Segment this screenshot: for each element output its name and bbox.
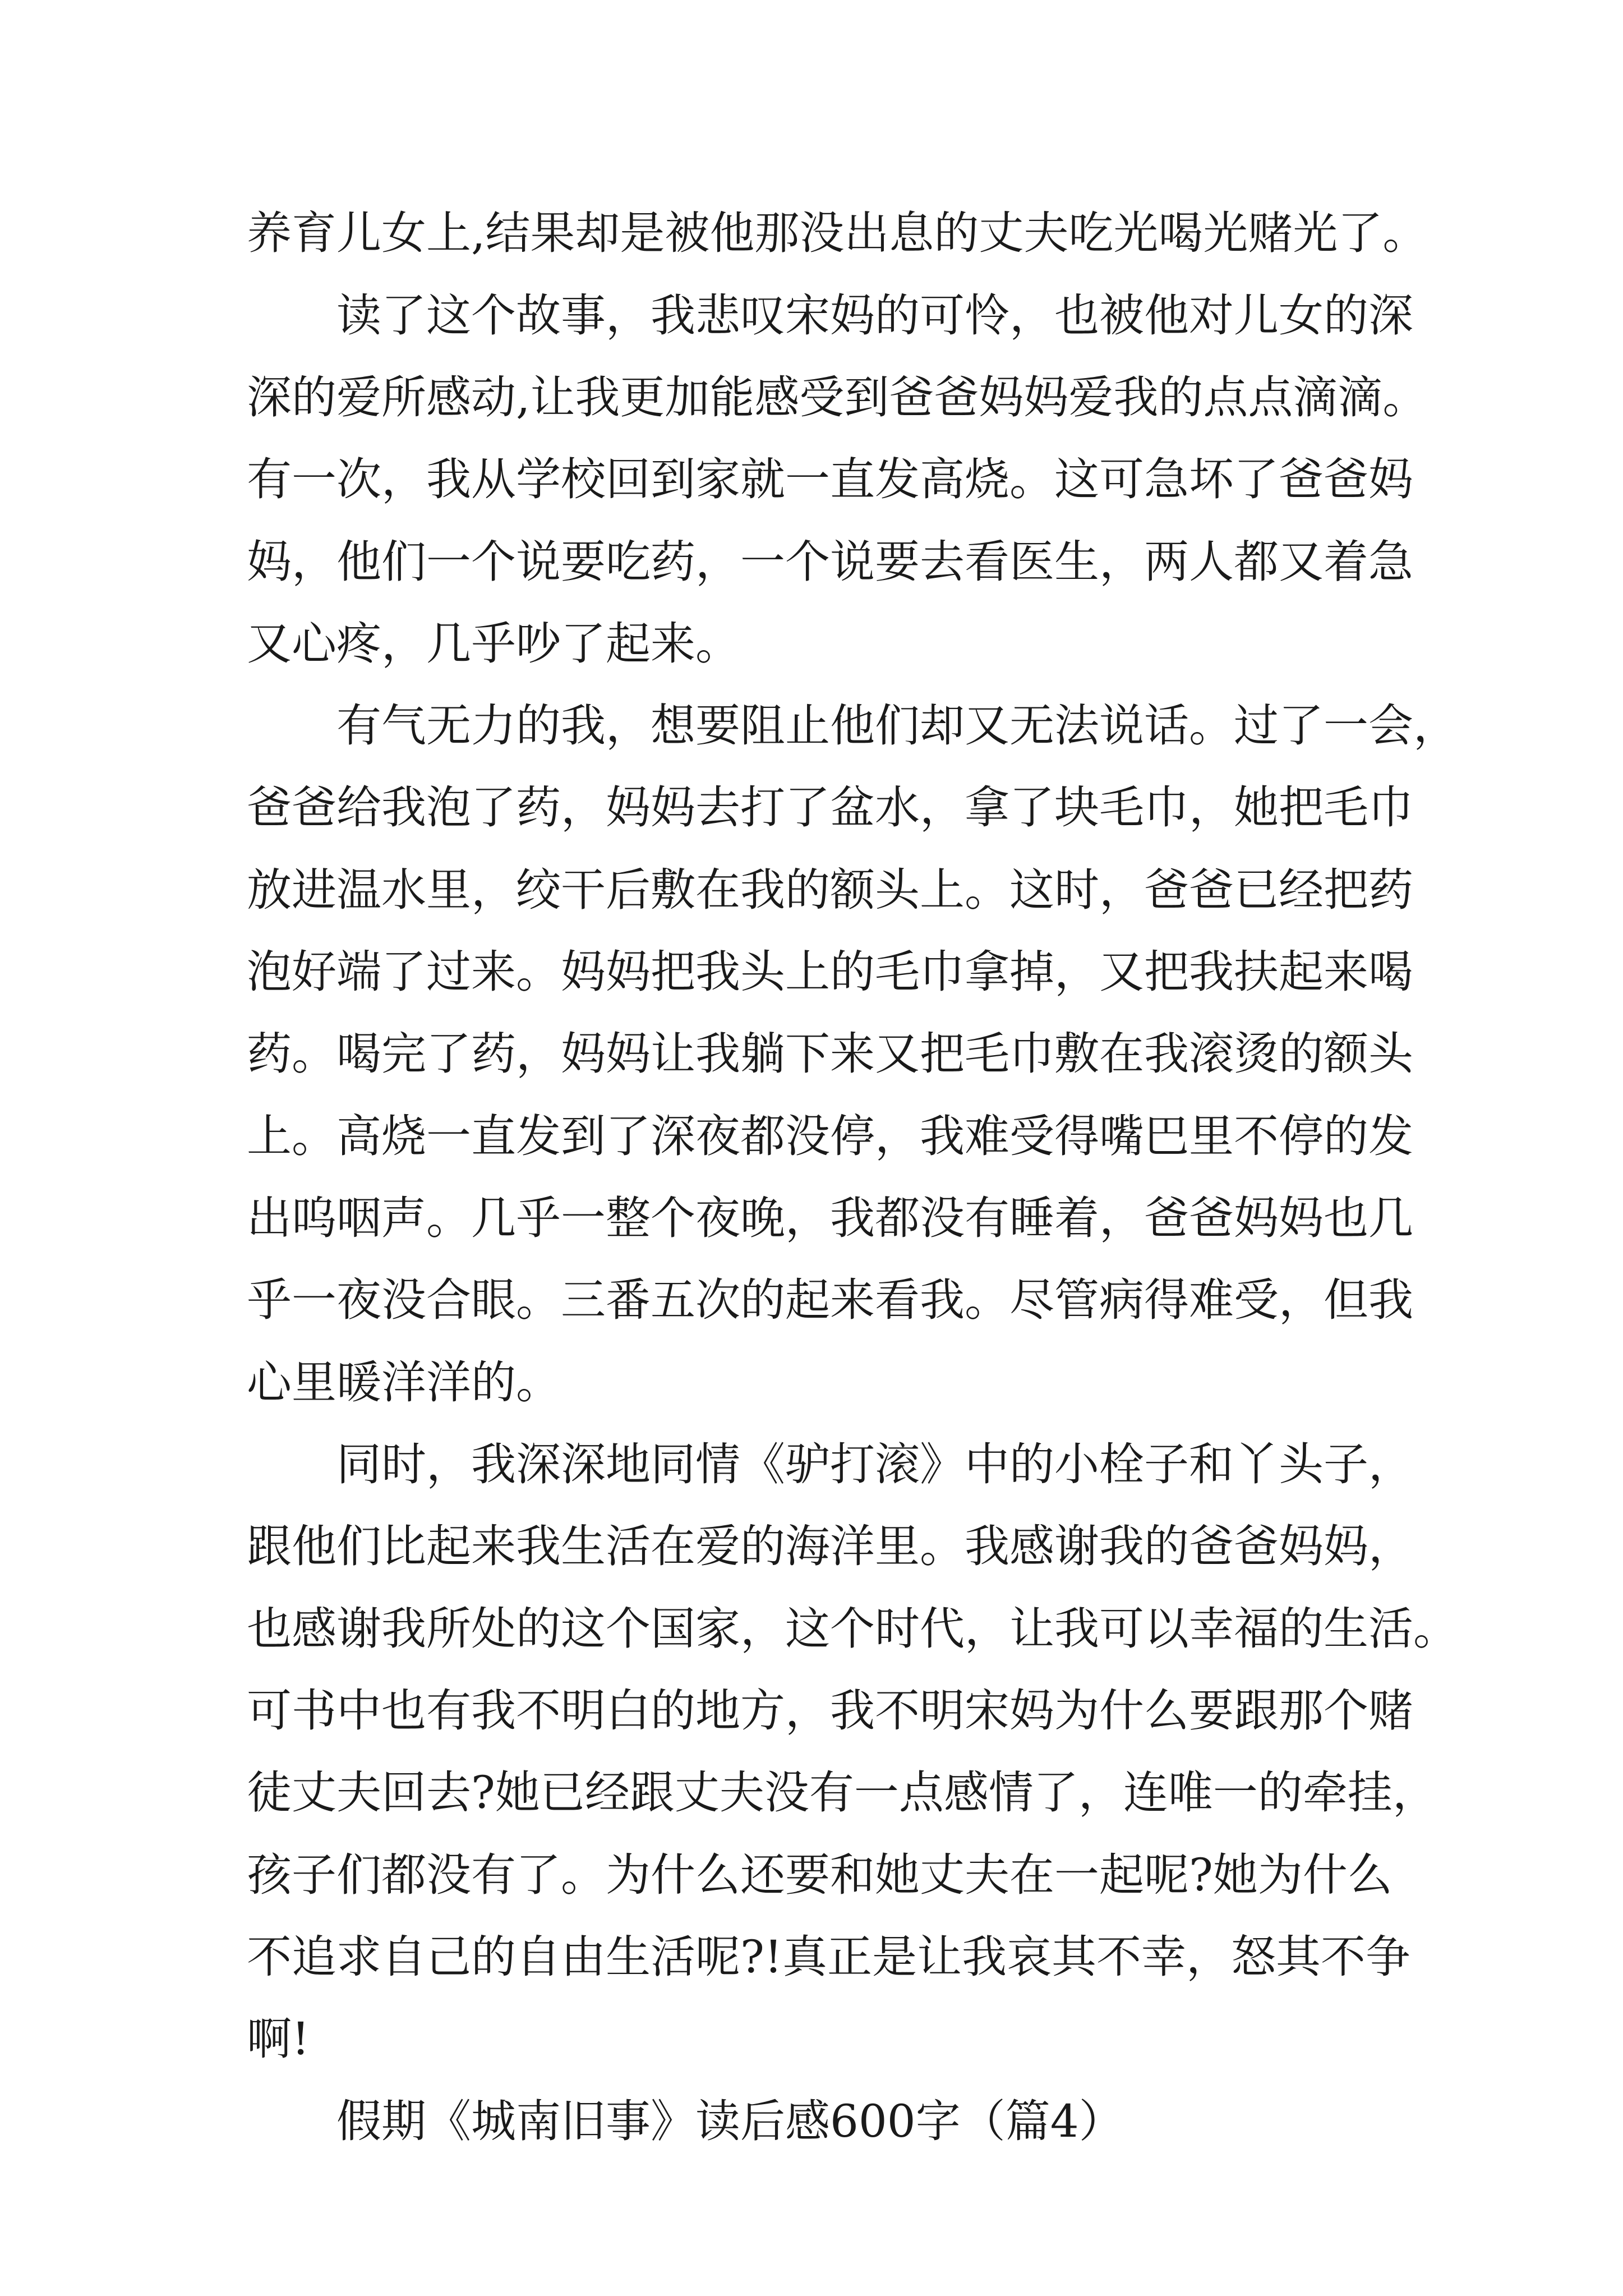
text-line: 可书中也有我不明白的地方，我不明宋妈为什么要跟那个赌 [247,1685,1413,1737]
text-line: 啊! [247,2013,310,2065]
text-line: 孩子们都没有了。为什么还要和她丈夫在一起呢?她为什么 [247,1849,1393,1901]
text-line: 跟他们比起来我生活在爱的海洋里。我感谢我的爸爸妈妈， [247,1520,1413,1572]
text-line: 同时，我深深地同情《驴打滚》中的小栓子和丫头子， [336,1438,1413,1490]
text-line: 心里暖洋洋的。 [247,1356,561,1409]
text-line: 上。高烧一直发到了深夜都没停，我难受得嘴巴里不停的发 [247,1110,1413,1162]
text-line: 妈，他们一个说要吃药，一个说要去看医生，两人都又着急 [247,536,1413,588]
text-line: 乎一夜没合眼。三番五次的起来看我。尽管病得难受，但我 [247,1274,1413,1326]
text-line: 养育儿女上,结果却是被他那没出息的丈夫吃光喝光赌光了。 [247,207,1428,259]
text-line: 出呜咽声。几乎一整个夜晚，我都没有睡着，爸爸妈妈也几 [247,1192,1413,1244]
text-line: 也感谢我所处的这个国家，这个时代，让我可以幸福的生活。 [247,1603,1458,1655]
text-line: 爸爸给我泡了药，妈妈去打了盆水，拿了块毛巾，她把毛巾 [247,781,1413,834]
text-line: 药。喝完了药，妈妈让我躺下来又把毛巾敷在我滚烫的额头 [247,1028,1413,1080]
text-line: 有气无力的我，想要阻止他们却又无法说话。过了一会， [336,700,1458,752]
text-line: 深的爱所感动,让我更加能感受到爸爸妈妈爱我的点点滴滴。 [247,371,1428,424]
section-heading: 假期《城南旧事》读后感600字（篇4） [336,2095,1124,2147]
text-line: 有一次，我从学校回到家就一直发高烧。这可急坏了爸爸妈 [247,453,1413,505]
text-line: 泡好端了过来。妈妈把我头上的毛巾拿掉，又把我扶起来喝 [247,946,1413,998]
text-line: 又心疼，几乎吵了起来。 [247,618,740,670]
text-line: 读了这个故事，我悲叹宋妈的可怜，也被他对儿女的深 [336,289,1413,342]
text-line: 徒丈夫回去?她已经跟丈夫没有一点感情了，连唯一的牵挂， [247,1766,1437,1819]
text-line: 不追求自己的自由生活呢?!真正是让我哀其不幸，怒其不争 [247,1931,1411,1983]
text-line: 放进温水里，绞干后敷在我的额头上。这时，爸爸已经把药 [247,864,1413,916]
